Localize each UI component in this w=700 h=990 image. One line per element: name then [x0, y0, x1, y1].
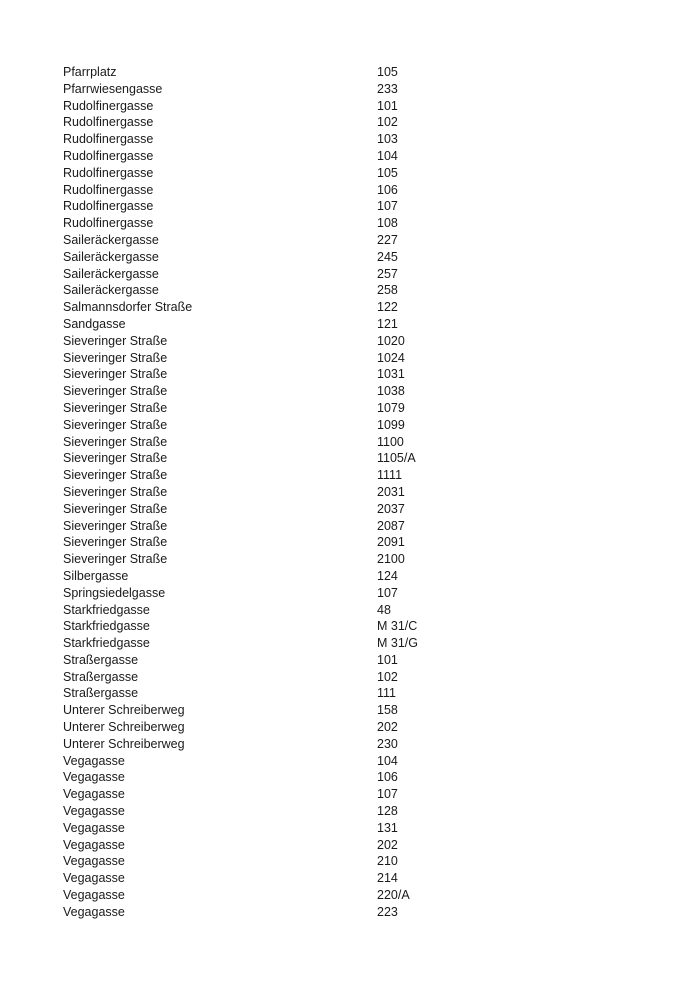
street-name: Straßergasse	[63, 669, 139, 684]
street-number: 128	[377, 804, 398, 819]
list-item	[63, 165, 660, 182]
list-item	[63, 853, 660, 870]
list-item	[63, 518, 660, 535]
street-name: Vegagasse	[63, 871, 125, 886]
street-number: 230	[377, 736, 398, 751]
list-item	[63, 551, 660, 568]
street-number: 210	[377, 854, 398, 869]
street-number: 2031	[377, 484, 405, 499]
street-number: 105	[377, 65, 398, 79]
list-item	[63, 350, 660, 367]
street-name: Salmannsdorfer Straße	[63, 300, 193, 315]
street-name: Rudolfinergasse	[63, 165, 154, 180]
street-name: Vegagasse	[63, 770, 125, 785]
street-number: 223	[377, 904, 398, 919]
street-number: 108	[377, 216, 398, 231]
list-item	[63, 299, 660, 316]
street-number: 202	[377, 837, 398, 852]
street-name: Sieveringer Straße	[63, 400, 168, 415]
street-number: 2100	[377, 552, 405, 567]
street-name: Rudolfinergasse	[63, 115, 154, 130]
street-name: Saileräckergasse	[63, 232, 159, 247]
street-number: 1038	[377, 384, 405, 399]
street-name: Vegagasse	[63, 837, 125, 852]
list-item	[63, 484, 660, 501]
street-name: Vegagasse	[63, 787, 125, 802]
street-name: Rudolfinergasse	[63, 148, 154, 163]
street-name: Vegagasse	[63, 854, 125, 869]
street-name: Vegagasse	[63, 804, 125, 819]
list-item	[63, 635, 660, 652]
street-number: 1100	[377, 434, 404, 449]
list-item	[63, 316, 660, 333]
street-number: 220/A	[377, 888, 410, 903]
street-name: Saileräckergasse	[63, 249, 159, 264]
street-number: 202	[377, 720, 398, 735]
list-item	[63, 282, 660, 299]
street-name: Starkfriedgasse	[63, 619, 150, 634]
street-number: 227	[377, 232, 398, 247]
street-name: Rudolfinergasse	[63, 199, 154, 214]
street-name: Rudolfinergasse	[63, 182, 154, 197]
street-name: Sieveringer Straße	[63, 333, 168, 348]
list-item	[63, 870, 660, 887]
list-item	[63, 434, 660, 451]
street-number: 2037	[377, 501, 405, 516]
street-number: 106	[377, 182, 398, 197]
list-item	[63, 366, 660, 383]
list-item	[63, 702, 660, 719]
street-name: Pfarrplatz	[63, 65, 117, 79]
list-item	[63, 400, 660, 417]
street-name: Sieveringer Straße	[63, 501, 168, 516]
list-item	[63, 232, 660, 249]
street-name: Sieveringer Straße	[63, 518, 168, 533]
street-number: 1024	[377, 350, 405, 365]
list-item	[63, 131, 660, 148]
street-name: Saileräckergasse	[63, 283, 159, 298]
street-list	[63, 64, 660, 921]
street-name: Sieveringer Straße	[63, 417, 168, 432]
street-name: Sieveringer Straße	[63, 350, 168, 365]
street-number: 158	[377, 703, 398, 718]
street-number: M 31/C	[377, 619, 418, 634]
list-item	[63, 64, 660, 81]
list-item	[63, 182, 660, 199]
street-number: 2091	[377, 535, 405, 550]
street-number: 102	[377, 669, 398, 684]
street-name: Rudolfinergasse	[63, 216, 154, 231]
street-name: Sieveringer Straße	[63, 451, 168, 466]
street-number: 245	[377, 249, 398, 264]
list-item	[63, 198, 660, 215]
list-item	[63, 887, 660, 904]
list-item	[63, 652, 660, 669]
street-number: 2087	[377, 518, 405, 533]
street-name: Sandgasse	[63, 316, 126, 331]
street-number: 105	[377, 165, 398, 180]
list-item	[63, 837, 660, 854]
list-item	[63, 568, 660, 585]
street-number: 111	[377, 686, 397, 701]
list-item	[63, 618, 660, 635]
street-number: 106	[377, 770, 398, 785]
list-item	[63, 534, 660, 551]
street-number: 1031	[377, 367, 405, 382]
street-number: 124	[377, 568, 398, 583]
street-number: M 31/G	[377, 636, 418, 651]
street-name: Sieveringer Straße	[63, 484, 168, 499]
street-number: 1111	[377, 468, 403, 483]
street-name: Vegagasse	[63, 820, 125, 835]
list-item	[63, 266, 660, 283]
list-item	[63, 114, 660, 131]
list-item	[63, 81, 660, 98]
list-item	[63, 148, 660, 165]
street-name: Sieveringer Straße	[63, 434, 168, 449]
list-item	[63, 786, 660, 803]
street-name: Saileräckergasse	[63, 266, 159, 281]
street-number: 1099	[377, 417, 405, 432]
list-item	[63, 249, 660, 266]
street-number: 48	[377, 602, 391, 617]
street-number: 1020	[377, 333, 405, 348]
street-number: 104	[377, 148, 398, 163]
list-item	[63, 585, 660, 602]
street-number: 122	[377, 300, 398, 315]
street-number: 107	[377, 199, 398, 214]
street-number: 101	[377, 98, 398, 113]
street-number: 257	[377, 266, 398, 281]
list-item	[63, 904, 660, 921]
list-item	[63, 719, 660, 736]
street-number: 104	[377, 753, 398, 768]
street-number: 258	[377, 283, 398, 298]
street-name: Vegagasse	[63, 888, 125, 903]
street-name: Sieveringer Straße	[63, 535, 168, 550]
list-item	[63, 417, 660, 434]
street-name: Straßergasse	[63, 686, 139, 701]
list-item	[63, 98, 660, 115]
street-name: Vegagasse	[63, 753, 125, 768]
street-name: Straßergasse	[63, 652, 139, 667]
list-item	[63, 736, 660, 753]
street-number: 101	[377, 652, 398, 667]
street-name: Pfarrwiesengasse	[63, 81, 163, 96]
street-number: 102	[377, 115, 398, 130]
street-number: 131	[377, 820, 398, 835]
street-name: Starkfriedgasse	[63, 602, 150, 617]
street-name: Unterer Schreiberweg	[63, 720, 185, 735]
street-name: Sieveringer Straße	[63, 468, 168, 483]
street-name: Vegagasse	[63, 904, 125, 919]
street-number: 1079	[377, 400, 405, 415]
street-name: Rudolfinergasse	[63, 132, 154, 147]
list-item	[63, 215, 660, 232]
list-item	[63, 333, 660, 350]
street-number: 121	[377, 316, 398, 331]
street-name: Unterer Schreiberweg	[63, 703, 185, 718]
list-item	[63, 753, 660, 770]
list-item	[63, 467, 660, 484]
list-item	[63, 501, 660, 518]
street-number: 107	[377, 585, 398, 600]
street-name: Rudolfinergasse	[63, 98, 154, 113]
street-number: 214	[377, 871, 398, 886]
street-number: 103	[377, 132, 398, 147]
street-name: Springsiedelgasse	[63, 585, 166, 600]
list-item	[63, 769, 660, 786]
list-item	[63, 820, 660, 837]
list-item	[63, 685, 660, 702]
street-name: Sieveringer Straße	[63, 552, 168, 567]
street-number: 107	[377, 787, 398, 802]
street-number: 1105/A	[377, 451, 416, 466]
street-number: 233	[377, 81, 398, 96]
list-item	[63, 669, 660, 686]
street-name: Starkfriedgasse	[63, 636, 150, 651]
street-name: Silbergasse	[63, 568, 129, 583]
list-item	[63, 602, 660, 619]
street-name: Unterer Schreiberweg	[63, 736, 185, 751]
list-item	[63, 450, 660, 467]
list-item	[63, 383, 660, 400]
street-name: Sieveringer Straße	[63, 367, 168, 382]
street-name: Sieveringer Straße	[63, 384, 168, 399]
list-item	[63, 803, 660, 820]
